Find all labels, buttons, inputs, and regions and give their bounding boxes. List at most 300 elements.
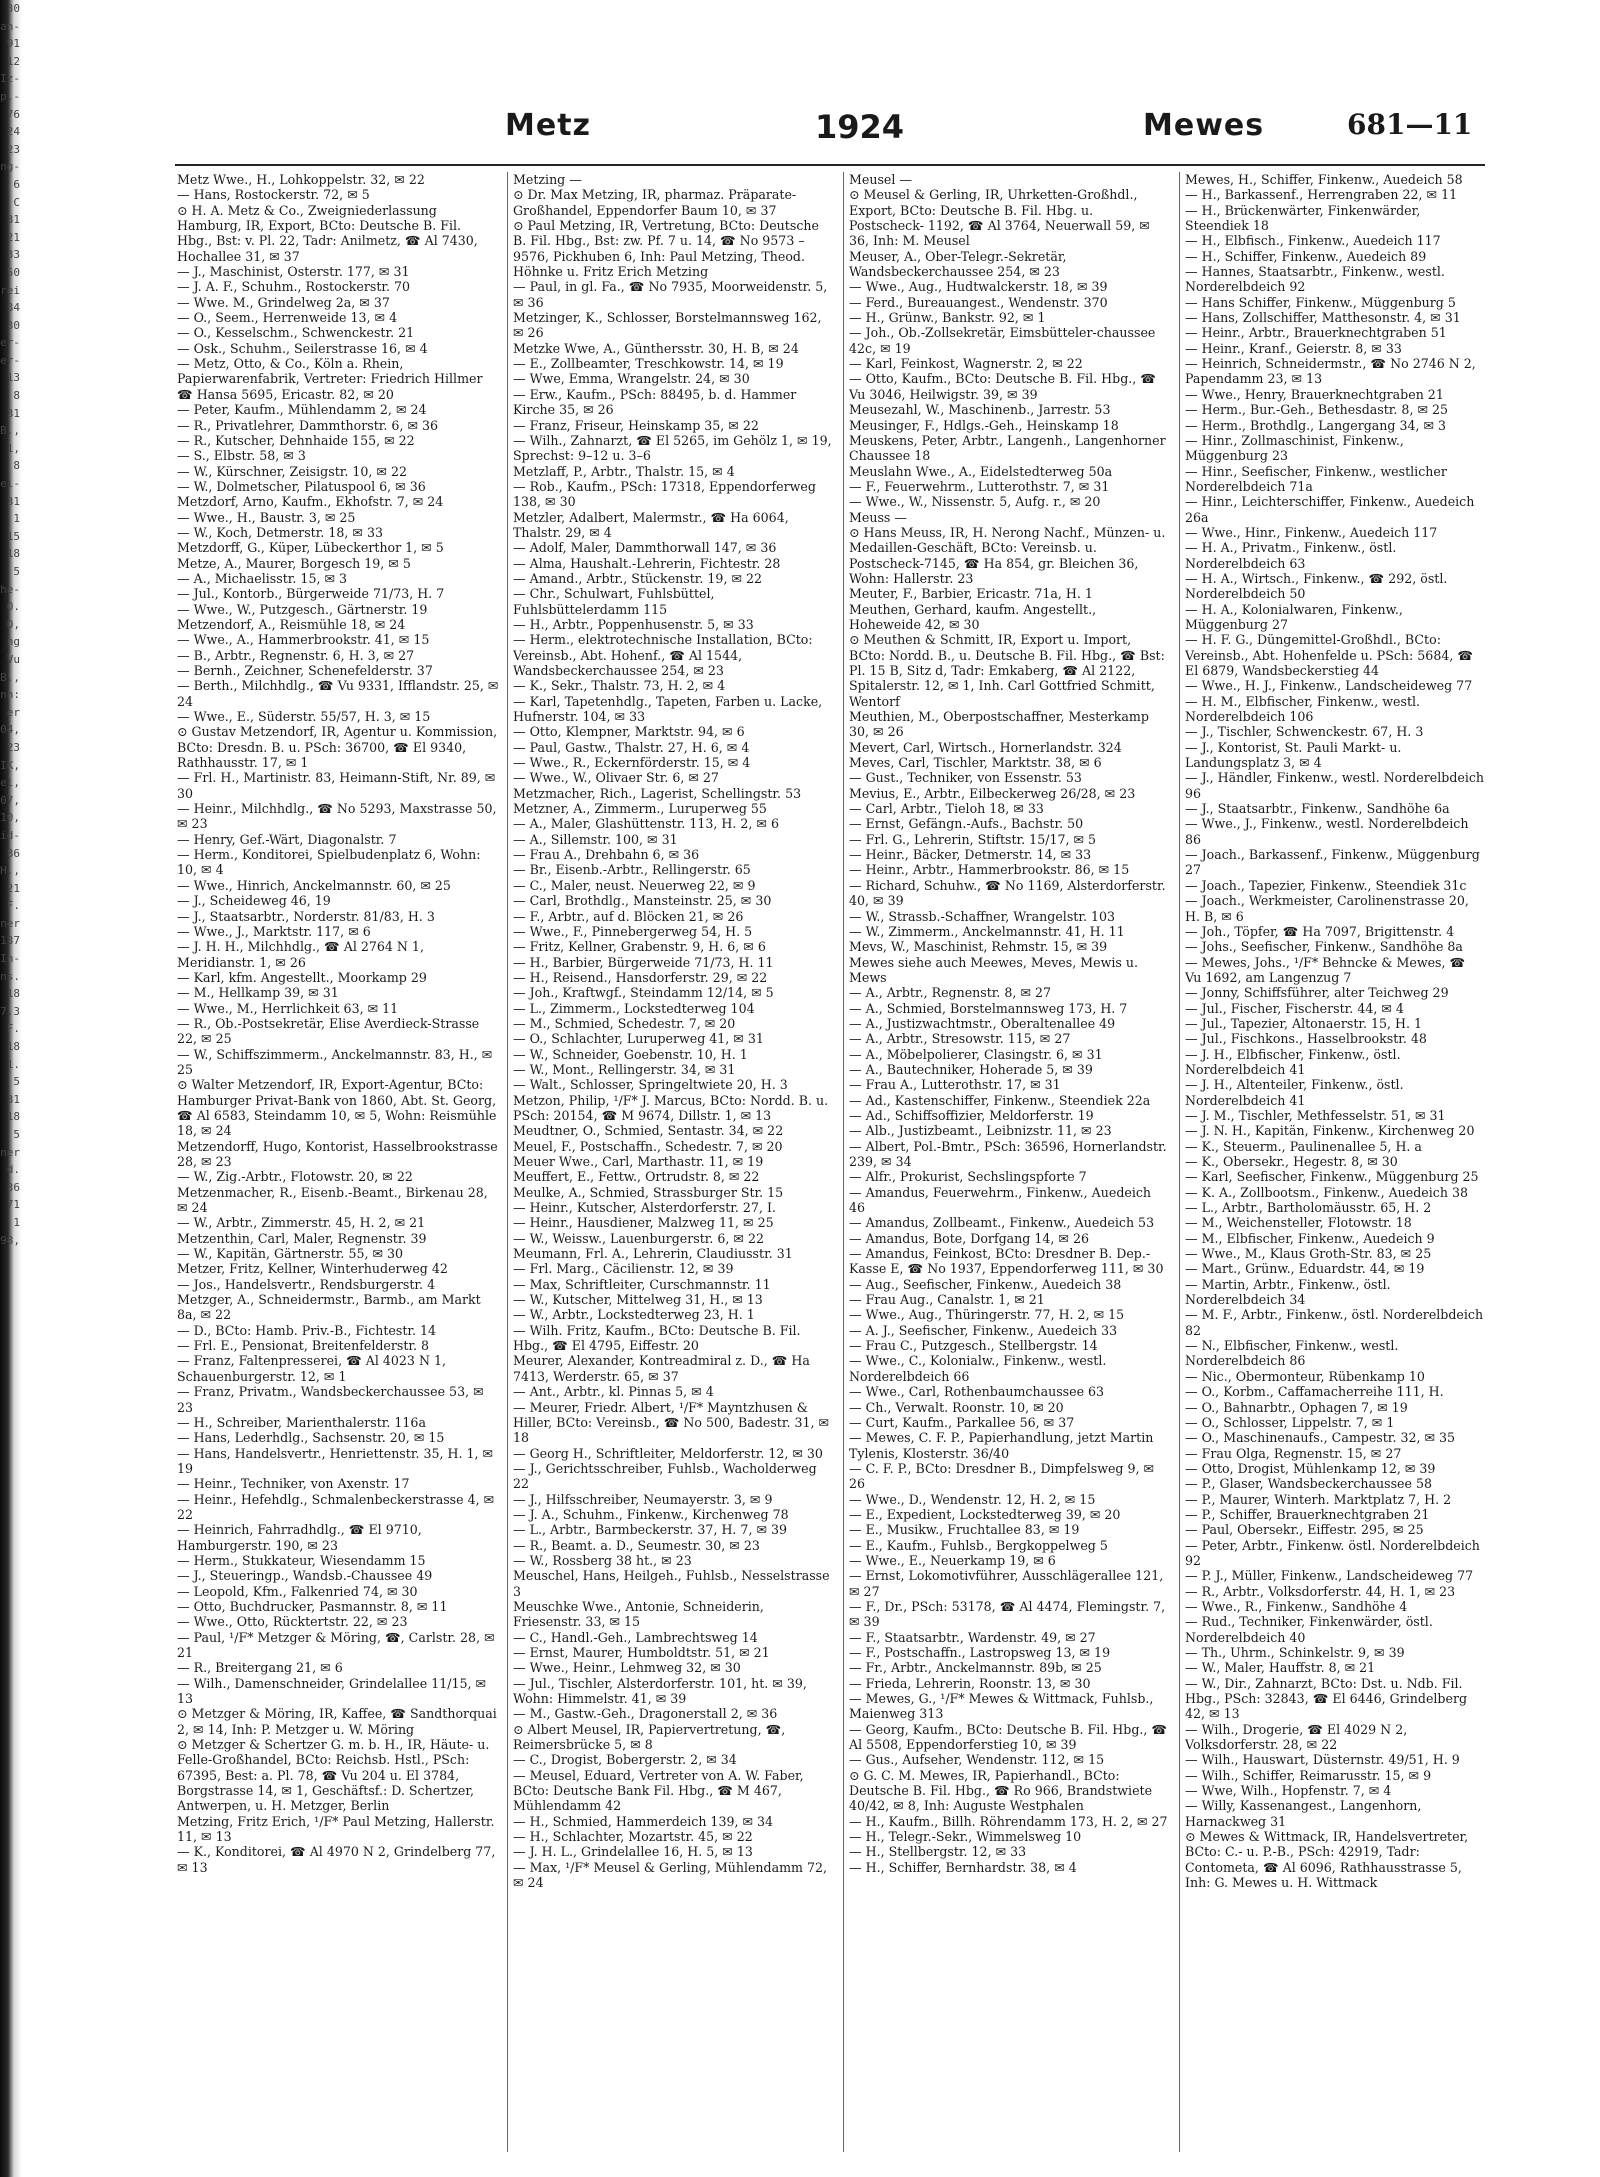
directory-entry: — Wwe., D., Wendenstr. 12, H. 2, ✉ 15: [849, 1491, 1096, 1507]
directory-entry: — A., Justizwachtmstr., Oberaltenallee 49: [849, 1015, 1116, 1031]
directory-entry: — W., Maler, Hauffstr. 8, ✉ 21: [1185, 1660, 1376, 1676]
header-right-keyword: Mewes: [1143, 108, 1265, 143]
directory-entry: — H. A., Privatm., Finkenw., östl. Norderelbdeich 63: [1185, 540, 1397, 571]
directory-entry: — Franz, Friseur, Heinskamp 35, ✉ 22: [513, 417, 759, 433]
margin-fragment: 5: [13, 565, 20, 578]
directory-entry: — Ernst, Gefängn.-Aufs., Bachstr. 50: [849, 816, 1084, 832]
directory-entry: — Wwe., M., Herrlichkeit 63, ✉ 11: [177, 1000, 399, 1016]
directory-entry: — Frau A., Lutterothstr. 17, ✉ 31: [849, 1077, 1061, 1093]
directory-entry: — J., Tischler, Schwenckestr. 67, H. 3: [1185, 724, 1424, 740]
directory-entry: — W., Schiffszimmerm., Anckelmannstr. 83, H., ✉ 25: [177, 1046, 493, 1077]
directory-entry: — P., Maurer, Winterh. Marktplatz 7, H. 2: [1185, 1491, 1452, 1507]
directory-entry: — W., Rossberg 38 ht., ✉ 23: [513, 1552, 692, 1568]
directory-entry: — W., Schneider, Goebenstr. 10, H. 1: [513, 1046, 748, 1062]
directory-entry: ⊙ Gustav Metzendorf, IR, Agentur u. Kommission, BCto: Dresdn. B. u. PSch: 36700, ☎ El 9340, Rathhausstr. 17, ✉ 1: [177, 724, 498, 771]
directory-entry: Meuslahn Wwe., A., Eidelstedterweg 50a: [849, 463, 1113, 479]
directory-entry: — O., Bahnarbtr., Ophagen 7, ✉ 19: [1185, 1399, 1408, 1415]
directory-entry: — Meurer, Friedr. Albert, ¹/F* Mayntzhusen & Hiller, BCto: Vereinsb., ☎ No 500, Badestr. 31, ✉ 18: [513, 1399, 830, 1446]
directory-entry: ⊙ H. A. Metz & Co., Zweigniederlassung Hamburg, IR, Export, BCto: Deutsche B. Fil. Hbg., Bst: v. Pl. 22, Tadr: Anilmetz, ☎ Al 7430, Hochallee 31, ✉ 37: [177, 202, 478, 264]
directory-entry: — Ferd., Bureauangest., Wendenstr. 370: [849, 294, 1108, 310]
directory-entry: — J. H. L., Grindelallee 16, H. 5, ✉ 13: [513, 1844, 753, 1860]
directory-entry: — Herm., Konditorei, Spielbudenplatz 6, Wohn: 10, ✉ 4: [177, 847, 481, 878]
margin-fragment: 8: [13, 389, 20, 403]
directory-entry: Meuschel, Hans, Heilgeh., Fuhlsb., Nesselstrasse 3: [513, 1568, 830, 1599]
directory-entry: — Max, Schriftleiter, Curschmannstr. 11: [513, 1276, 771, 1292]
directory-entry: — K., Konditorei, ☎ Al 4970 N 2, Grindelberg 77, ✉ 13: [177, 1844, 496, 1875]
directory-entry: — Mart., Grünw., Eduardstr. 44, ✉ 19: [1185, 1261, 1425, 1277]
margin-fragment: 18: [6, 1040, 20, 1054]
directory-entry: — H., Schiffer, Bernhardstr. 38, ✉ 4: [849, 1859, 1077, 1875]
directory-entry: — Frieda, Lehrerin, Roonstr. 13, ✉ 30: [849, 1675, 1091, 1691]
directory-entry: — S., Elbstr. 58, ✉ 3: [177, 448, 306, 464]
directory-entry: Metze, A., Maurer, Borgesch 19, ✉ 5: [177, 555, 411, 571]
directory-entry: — J. H., Elbfischer, Finkenw., östl. Norderelbdeich 41: [1185, 1046, 1401, 1077]
directory-entry: — F., Postschaffn., Lastropsweg 13, ✉ 19: [849, 1645, 1111, 1660]
directory-entry: — W., Kutscher, Mittelweg 31, H., ✉ 13: [513, 1292, 763, 1308]
directory-entry: — Heinrich, Fahrradhdlg., ☎ El 9710, Hamburgerstr. 190, ✉ 23: [177, 1522, 422, 1553]
directory-entry: — Peter, Arbtr., Finkenw. östl. Norderelbdeich 92: [1185, 1537, 1480, 1568]
directory-entry: — Jul., Fischer, Fischerstr. 44, ✉ 4: [1185, 1000, 1404, 1016]
margin-fragment: 5: [13, 1128, 20, 1141]
directory-entry: — Wilh., Hauswart, Düsternstr. 49/51, H. 9: [1185, 1752, 1460, 1768]
margin-fragment: 71: [6, 1198, 20, 1212]
directory-entry: — M., Weichensteller, Flotowstr. 18: [1185, 1215, 1412, 1231]
directory-entry: — Heinr., Arbtr., Hammerbrookstr. 86, ✉ 15: [849, 862, 1130, 878]
directory-entry: — Hinr., Seefischer, Finkenw., westlicher Norderelbdeich 71a: [1185, 463, 1447, 494]
directory-entry: — B., Arbtr., Regnenstr. 6, H. 3, ✉ 27: [177, 647, 415, 663]
directory-entry: Metzing —: [513, 172, 582, 187]
directory-entry: — Chr., Schulwart, Fuhlsbüttel, Fuhlsbüttelerdamm 115: [513, 586, 715, 617]
directory-entry: — Wilh. Fritz, Kaufm., BCto: Deutsche B. Fil. Hbg., ☎ El 4795, Eiffestr. 20: [513, 1322, 801, 1354]
directory-entry: — Bernh., Zeichner, Schenefelderstr. 37: [177, 663, 433, 678]
directory-entry: — N., Elbfischer, Finkenw., westl. Norderelbdeich 86: [1185, 1338, 1399, 1369]
directory-entry: — A., Arbtr., Stresowstr. 115, ✉ 27: [849, 1031, 1071, 1047]
margin-fragment: 30: [6, 318, 20, 332]
directory-entry: — Frl. Marg., Cäcilienstr. 12, ✉ 39: [513, 1261, 734, 1277]
directory-entry: — Martin, Arbtr., Finkenw., östl. Norderelbdeich 34: [1185, 1276, 1391, 1308]
directory-entry: Mevs, W., Maschinist, Rehmstr. 15, ✉ 39: [849, 939, 1108, 955]
directory-entry: — Hans Schiffer, Finkenw., Müggenburg 5: [1185, 294, 1456, 310]
directory-entry: — W., Arbtr., Lockstedterweg 23, H. 1: [513, 1307, 755, 1323]
margin-fragment: H.,: [0, 864, 20, 878]
directory-entry: Metzner, A., Zimmerm., Luruperweg 55: [513, 801, 767, 817]
directory-entry: — Heinr., Arbtr., Brauerknechtgraben 51: [1185, 325, 1447, 341]
directory-entry: — J., Hilfsschreiber, Neumayerstr. 3, ✉ 9: [513, 1491, 773, 1507]
margin-fragment: 23: [6, 740, 20, 754]
directory-entry: — P., Glaser, Wandsbeckerchaussee 58: [1185, 1476, 1432, 1492]
directory-entry: Metzke Wwe, A., Günthersstr. 30, H. B, ✉ 24: [513, 340, 799, 356]
directory-entry: — Wwe., Heinr., Lehmweg 32, ✉ 30: [513, 1660, 741, 1676]
directory-entry: — Amandus, Zollbeamt., Finkenw., Auedeich 53: [849, 1215, 1155, 1231]
directory-entry: — Wilh., Schiffer, Reimarusstr. 15, ✉ 9: [1185, 1767, 1432, 1783]
margin-fragment: F.: [6, 899, 20, 913]
directory-entry: — Wwe., A., Hammerbrookstr. 41, ✉ 15: [177, 632, 430, 648]
directory-entry: — Willy, Kassenangest., Langenhorn, Harnackweg 31: [1185, 1798, 1422, 1829]
directory-entry: Metzger, A., Schneidermstr., Barmb., am Markt 8a, ✉ 22: [177, 1292, 481, 1323]
directory-entry: — Jul., Kontorb., Bürgerweide 71/73, H. 7: [177, 586, 445, 602]
margin-fragment: 24: [6, 125, 20, 139]
directory-entry: — R., Arbtr., Volksdorferstr. 44, H. 1, ✉ 23: [1185, 1583, 1456, 1599]
directory-entry: — W., Zig.-Arbtr., Flotowstr. 20, ✉ 22: [177, 1169, 413, 1185]
directory-entry: ⊙ Walter Metzendorf, IR, Export-Agentur, BCto: Hamburger Privat-Bank von 1860, Abt. St. Georg, ☎ Al 6583, Steindamm 10, ✉ 5, Wohn: Reismühle 18, ✉ 24: [177, 1077, 497, 1139]
directory-entry: — J. H., Altenteiler, Finkenw., östl. Norderelbdeich 41: [1185, 1077, 1404, 1108]
margin-fragment: 50: [6, 265, 20, 279]
directory-entry: Meusel —: [849, 172, 912, 187]
directory-entry: — H. A., Kolonialwaren, Finkenw., Müggenburg 27: [1185, 601, 1403, 632]
directory-entry: — Paul, Obersekr., Eiffestr. 295, ✉ 25: [1185, 1522, 1424, 1538]
directory-entry: — Ad., Kastenschiffer, Finkenw., Steendiek 22a: [849, 1092, 1151, 1108]
directory-entry: — Joach., Tapezier, Finkenw., Steendiek 31c: [1185, 877, 1467, 893]
directory-page: [175, 0, 1485, 2177]
directory-entry: — Wwe., Carl, Rothenbaumchaussee 63: [849, 1384, 1105, 1400]
margin-fragment: IK,: [0, 758, 20, 772]
directory-entry: — Heinr., Milchhdlg., ☎ No 5293, Maxstrasse 50, ✉ 23: [177, 801, 497, 832]
margin-fragment: In-: [0, 952, 20, 966]
page-header: [175, 108, 1485, 152]
margin-fragment: 8: [13, 459, 20, 473]
margin-fragment: 21: [6, 881, 20, 895]
directory-entry: — F., Staatsarbtr., Wardenstr. 49, ✉ 27: [849, 1629, 1096, 1645]
margin-fragment: 18: [6, 547, 20, 561]
directory-entry: — Wwe., Aug., Thüringerstr. 77, H. 2, ✉ 15: [849, 1307, 1125, 1323]
directory-entry: Meuss —: [849, 509, 907, 525]
directory-entry: — Alfr., Prokurist, Sechslingspforte 7: [849, 1169, 1087, 1185]
directory-entry: — W., Weissw., Lauenburgerstr. 6, ✉ 22: [513, 1230, 765, 1246]
directory-entry: — Herm., elektrotechnische Installation, BCto: Vereinsb., Abt. Hohenf., ☎ Al 1544, Wandsbeckerchaussee 254, ✉ 23: [513, 632, 813, 678]
directory-entry: — Amandus, Bote, Dorfgang 14, ✉ 26: [849, 1230, 1089, 1246]
directory-entry: — O., Schlachter, Luruperweg 41, ✉ 31: [513, 1031, 764, 1047]
directory-entry: — Frau A., Drehbahn 6, ✉ 36: [513, 847, 700, 863]
directory-entry: Meuthen, Gerhard, kaufm. Angestellt., Hoheweide 42, ✉ 30: [849, 601, 1097, 632]
directory-entry: — J., Händler, Finkenw., westl. Norderelbdeich 96: [1185, 770, 1485, 801]
directory-entry: — Wwe., M., Klaus Groth-Str. 83, ✉ 25: [1185, 1246, 1432, 1262]
directory-entry: — Franz, Faltenpresserei, ☎ Al 4023 N 1, Schauenburgerstr. 12, ✉ 1: [177, 1353, 446, 1384]
directory-entry: Meusinger, F., Hdlgs.-Geh., Heinskamp 18: [849, 417, 1119, 433]
directory-entry: Meuter, F., Barbier, Ericastr. 71a, H. 1: [849, 586, 1093, 602]
margin-fragment: el,: [0, 776, 20, 790]
directory-entry: ⊙ G. C. M. Mewes, IR, Papierhandl., BCto: Deutsche B. Fil. Hbg., ☎ Ro 966, Brandstwiete 40/42, ✉ 8, Inh: Auguste Westphalen: [849, 1767, 1153, 1814]
directory-entry: ⊙ Meusel & Gerling, IR, Uhrketten-Großhdl., Export, BCto: Deutsche B. Fil. Hbg. u. Postscheck- 1192, ☎ Al 3764, Neuerwall 59, ✉ 36, Inh: M. Meusel: [849, 187, 1150, 249]
page-number: 681—11: [1347, 108, 1473, 141]
directory-entry: ⊙ Albert Meusel, IR, Papiervertretung, ☎, Reimersbrücke 5, ✉ 8: [513, 1721, 786, 1753]
directory-entry: — Herm., Stukkateur, Wiesendamm 15: [177, 1552, 426, 1568]
directory-entry: Metzmacher, Rich., Lagerist, Schellingstr. 53: [513, 785, 802, 801]
margin-fragment: Iz-: [0, 72, 20, 86]
directory-entry: — Paul, Gastw., Thalstr. 27, H. 6, ✉ 4: [513, 739, 750, 755]
directory-entry: — Max, ¹/F* Meusel & Gerling, Mühlendamm 72, ✉ 24: [513, 1859, 828, 1891]
directory-entry: — O., Kesselschm., Schwenckestr. 21: [177, 325, 415, 341]
directory-entry: — Otto, Kaufm., BCto: Deutsche B. Fil. Hbg., ☎ Vu 3046, Heilwigstr. 39, ✉ 39: [849, 371, 1156, 402]
directory-entry: — O., Schlosser, Lippelstr. 7, ✉ 1: [1185, 1414, 1395, 1430]
directory-entry: — K., Sekr., Thalstr. 73, H. 2, ✉ 4: [513, 678, 726, 694]
margin-fragment: 1,: [6, 441, 20, 455]
directory-entry: — Heinr., Hefehdlg., Schmalenbeckerstrasse 4, ✉ 22: [177, 1491, 495, 1522]
directory-entry: — Mewes, G., ¹/F* Mewes & Wittmack, Fuhlsb., Maienweg 313: [849, 1691, 1154, 1722]
directory-entry: — Frl. G., Lehrerin, Stiftstr. 15/17, ✉ 5: [849, 831, 1097, 847]
directory-entry: — Alma, Haushalt.-Lehrerin, Fichtestr. 28: [513, 555, 781, 571]
directory-entry: — K., Obersekr., Hegestr. 8, ✉ 30: [1185, 1154, 1398, 1169]
directory-entry: Metz Wwe., H., Lohkoppelstr. 32, ✉ 22: [177, 172, 425, 187]
directory-entry: — Wilh., Damenschneider, Grindelallee 11/15, ✉ 13: [177, 1675, 487, 1707]
margin-fragment: 137: [0, 934, 20, 948]
directory-entry: — Heinrich, Schneidermstr., ☎ No 2746 N 2, Papendamm 23, ✉ 13: [1185, 356, 1476, 387]
margin-fragment: 31: [6, 406, 20, 420]
directory-entry: — Paul, ¹/F* Metzger & Möring, ☎, Carlstr. 28, ✉ 21: [177, 1629, 495, 1660]
margin-fragment: 36: [6, 1180, 20, 1194]
directory-entry: — Wwe., Aug., Hudtwalckerstr. 18, ✉ 39: [849, 279, 1108, 295]
margin-fragment: 1.: [6, 1057, 20, 1071]
directory-entry: — Joach., Werkmeister, Carolinenstrasse 20, H. B, ✉ 6: [1185, 893, 1469, 924]
directory-entry: Meuser, A., Ober-Telegr.-Sekretär, Wandsbeckerchaussee 254, ✉ 23: [849, 248, 1067, 280]
directory-entry: — Wwe., J., Marktstr. 117, ✉ 6: [177, 923, 371, 939]
directory-entry: — L., Arbtr., Bartholomäusstr. 65, H. 2: [1185, 1200, 1432, 1216]
directory-entry: — Hinr., Leichterschiffer, Finkenw., Auedeich 26a: [1185, 494, 1475, 525]
directory-entry: — M. F., Arbtr., Finkenw., östl. Norderelbdeich 82: [1185, 1307, 1484, 1338]
directory-entry: — Frl. H., Martinistr. 83, Heimann-Stift, Nr. 89, ✉ 30: [177, 770, 496, 801]
directory-entry: Mewes, H., Schiffer, Finkenw., Auedeich 58: [1185, 172, 1463, 187]
directory-entry: — E., Kaufm., Fuhlsb., Bergkoppelweg 5: [849, 1537, 1108, 1553]
margin-fragment: id-: [0, 828, 20, 842]
directory-entry: — E., Expedient, Lockstedterweg 39, ✉ 20: [849, 1506, 1121, 1522]
directory-entry: — A., Bautechniker, Hoherade 5, ✉ 39: [849, 1061, 1093, 1077]
column-divider: [507, 172, 508, 2152]
margin-fragment: 07,: [0, 793, 20, 807]
directory-entry: Mevert, Carl, Wirtsch., Hornerlandstr. 324: [849, 739, 1122, 755]
directory-entry: ⊙ Paul Metzing, IR, Vertretung, BCto: Deutsche B. Fil. Hbg., Bst: zw. Pf. 7 u. 14, ☎ No 9573 –9576, Pickhuben 6, Inh: Paul Metzing, Theod. Höhnke u. Fritz Erich Metzing: [513, 218, 819, 280]
directory-entry: — C., Handl.-Geh., Lambrechtsweg 14: [513, 1629, 758, 1645]
directory-entry: — Joach., Barkassenf., Finkenw., Müggenburg 27: [1185, 847, 1480, 878]
directory-entry: — R., Breitergang 21, ✉ 6: [177, 1660, 343, 1676]
directory-entry: — Adolf, Maler, Dammthorwall 147, ✉ 36: [513, 540, 777, 556]
directory-entry: — Amand., Arbtr., Stückenstr. 19, ✉ 22: [513, 570, 763, 586]
directory-entry: — Hinr., Zollmaschinist, Finkenw., Müggenburg 23: [1185, 432, 1404, 464]
directory-entry: Meves, Carl, Tischler, Marktstr. 38, ✉ 6: [849, 755, 1102, 771]
directory-entry: — Wwe., E., Neuerkamp 19, ✉ 6: [849, 1552, 1056, 1568]
directory-entry: — W., Arbtr., Zimmerstr. 45, H. 2, ✉ 21: [177, 1215, 426, 1231]
directory-entry: — Wwe. M., Grindelweg 2a, ✉ 37: [177, 294, 390, 310]
binding-margin-fragments: [0, 0, 22, 2177]
directory-entry: — L., Zimmerm., Lockstedterweg 104: [513, 1000, 755, 1016]
margin-fragment: er: [6, 705, 20, 719]
margin-fragment: 31: [6, 213, 20, 227]
directory-entry: — Meusel, Eduard, Vertreter von A. W. Faber, BCto: Deutsche Bank Fil. Hbg., ☎ M 467, Mühlendamm 42: [513, 1767, 804, 1814]
directory-entry: — W., Koch, Detmerstr. 18, ✉ 33: [177, 524, 383, 540]
directory-entry: ⊙ Meuthen & Schmitt, IR, Export u. Import, BCto: Nordd. B., u. Deutsche B. Fil. Hbg., ☎ Bst: Pl. 15 B, Sitz d, Tadr: Emkaberg, ☎ Al 2122, Spitalerstr. 12, ✉ 1, Inh. Carl Gottfried Schmitt, Wentorf: [849, 632, 1165, 709]
margin-fragment: ng-: [0, 160, 20, 174]
directory-entry: — Joh., Töpfer, ☎ Ha 7097, Brigittenstr. 4: [1185, 923, 1455, 939]
directory-entry: — A., Maler, Glashüttenstr. 113, H. 2, ✉ 6: [513, 816, 779, 832]
directory-entry: ⊙ Dr. Max Metzing, IR, pharmaz. Präparate-Großhandel, Eppendorfer Baum 10, ✉ 37: [513, 187, 797, 218]
directory-entry: — Jonny, Schiffsführer, alter Teichweg 29: [1185, 985, 1449, 1001]
directory-entry: — O., Korbm., Caffamacherreihe 111, H.: [1185, 1384, 1444, 1400]
directory-entry: — R., Beamt. a. D., Seumestr. 30, ✉ 23: [513, 1537, 760, 1553]
directory-entry: — H. F. G., Düngemittel-Großhdl., BCto: Vereinsb., Abt. Hohenfelde u. PSch: 5684, ☎ El 6879, Wandsbeckerstieg 44: [1185, 632, 1474, 678]
margin-fragment: er-: [0, 353, 20, 367]
margin-fragment: O.: [6, 600, 20, 614]
directory-entry: — O., Seem., Herrenweide 13, ✉ 4: [177, 310, 398, 326]
directory-entry: — Ernst, Lokomotivführer, Ausschlägerallee 121, ✉ 27: [849, 1568, 1164, 1599]
directory-entry: — Walt., Schlosser, Springeltwiete 20, H. 3: [513, 1077, 788, 1093]
directory-entry: Metzenthin, Carl, Maler, Regnenstr. 39: [177, 1230, 427, 1246]
directory-entry: Metzdorf, Arno, Kaufm., Ekhofstr. 7, ✉ 24: [177, 494, 444, 510]
margin-fragment: 31: [6, 494, 20, 508]
directory-entry: — Erw., Kaufm., PSch: 88495, b. d. Hammer Kirche 35, ✉ 26: [513, 386, 797, 418]
directory-entry: — Frau C., Putzgesch., Stellbergstr. 14: [849, 1338, 1098, 1354]
directory-entry: — Ch., Verwalt. Roonstr. 10, ✉ 20: [849, 1399, 1064, 1415]
directory-entry: — Jul., Tischler, Alsterdorferstr. 101, ht. ✉ 39, Wohn: Himmelstr. 41, ✉ 39: [513, 1675, 807, 1707]
directory-entry: — W., Kapitän, Gärtnerstr. 55, ✉ 30: [177, 1246, 404, 1262]
directory-entry: Meumann, Frl. A., Lehrerin, Claudiusstr. 31: [513, 1246, 793, 1262]
directory-entry: — A., Arbtr., Regnenstr. 8, ✉ 27: [849, 985, 1052, 1001]
directory-entry: — Wwe., F., Pinnebergerweg 54, H. 5: [513, 923, 753, 939]
header-left-keyword: Metz: [505, 108, 592, 143]
directory-entry: — Franz, Privatm., Wandsbeckerchaussee 53, ✉ 23: [177, 1384, 484, 1415]
directory-entry: — Wwe., Hinrich, Anckelmannstr. 60, ✉ 25: [177, 877, 451, 893]
directory-entry: — Amandus, Feinkost, BCto: Dresdner B. Dep.-Kasse E, ☎ No 1937, Eppendorferweg 111, ✉ 30: [849, 1246, 1164, 1277]
directory-entry: — Curt, Kaufm., Parkallee 56, ✉ 37: [849, 1414, 1075, 1430]
directory-entry: — C., Drogist, Bobergerstr. 2, ✉ 34: [513, 1752, 737, 1768]
directory-entry: — Frau Olga, Regnenstr. 15, ✉ 27: [1185, 1445, 1402, 1461]
directory-entry: Metzer, Fritz, Kellner, Winterhuderweg 42: [177, 1261, 448, 1277]
directory-entry: — O., Maschinenaufs., Campestr. 32, ✉ 35: [1185, 1430, 1456, 1446]
directory-entry: — H., Telegr.-Sekr., Wimmelsweg 10: [849, 1829, 1082, 1845]
directory-entry: ⊙ Mewes & Wittmack, IR, Handelsvertreter, BCto: C.- u. P.-B., PSch: 42919, Tadr: Contometa, ☎ Al 6096, Rathhausstrasse 5, Inh: G. Mewes u. H. Wittmack: [1185, 1829, 1469, 1891]
directory-entry: — H., Schlachter, Mozartstr. 45, ✉ 22: [513, 1829, 753, 1845]
directory-entry: Meusezahl, W., Maschinenb., Jarrestr. 53: [849, 402, 1111, 418]
directory-entry: — Gust., Techniker, von Essenstr. 53: [849, 770, 1082, 786]
directory-entry: — P., Schiffer, Brauerknechtgraben 21: [1185, 1506, 1430, 1522]
directory-entry: — Wilh., Drogerie, ☎ El 4029 N 2, Volksdorferstr. 28, ✉ 22: [1185, 1721, 1408, 1753]
directory-entry: — K. A., Zollbootsm., Finkenw., Auedeich 38: [1185, 1184, 1468, 1200]
directory-entry: — Hans, Lederhdlg., Sachsenstr. 20, ✉ 15: [177, 1430, 445, 1446]
directory-entry: — Mewes, Johs., ¹/F* Behncke & Mewes, ☎ Vu 1692, am Langenzug 7: [1185, 954, 1466, 985]
directory-entry: — F., Dr., PSch: 53178, ☎ Al 4474, Flemingstr. 7, ✉ 39: [849, 1598, 1166, 1630]
directory-entry: — Karl, Seefischer, Finkenw., Müggenburg 25: [1185, 1169, 1479, 1185]
directory-entry: — Hannes, Staatsarbtr., Finkenw., westl. Norderelbdeich 92: [1185, 264, 1445, 295]
directory-entry: — Jul., Tapezier, Altonaerstr. 15, H. 1: [1185, 1015, 1423, 1031]
directory-entry: — Otto, Drogist, Mühlenkamp 12, ✉ 39: [1185, 1460, 1436, 1476]
margin-fragment: 18: [6, 1110, 20, 1124]
directory-entry: — Fr., Arbtr., Anckelmannstr. 89b, ✉ 25: [849, 1660, 1102, 1676]
margin-fragment: p.-: [0, 89, 20, 103]
directory-entry: — Rob., Kaufm., PSch: 17318, Eppendorferweg 138, ✉ 30: [513, 478, 816, 510]
directory-entry: — M., Schmied, Schedestr. 7, ✉ 20: [513, 1015, 736, 1031]
directory-entry: Metzdorff, G., Küper, Lübeckerthor 1, ✉ 5: [177, 540, 444, 556]
directory-entry: — P. J., Müller, Finkenw., Landscheideweg 77: [1185, 1568, 1474, 1584]
directory-entry: — A., Möbelpolierer, Clasingstr. 6, ✉ 31: [849, 1046, 1103, 1062]
margin-fragment: 34: [6, 301, 20, 315]
directory-entry: Mevius, E., Arbtr., Eilbeckerweg 26/28, ✉ 23: [849, 785, 1136, 801]
directory-entry: Meuschke Wwe., Antonie, Schneiderin, Friesenstr. 33, ✉ 15: [513, 1598, 764, 1630]
margin-fragment: 21: [6, 230, 20, 244]
directory-entry: ⊙ Metzger & Möring, IR, Kaffee, ☎ Sandthorquai 2, ✉ 14, Inh: P. Metzger u. W. Möring: [177, 1706, 497, 1737]
directory-entry: — Wwe, Emma, Wrangelstr. 24, ✉ 30: [513, 371, 750, 387]
directory-entry: — Karl, Tapetenhdlg., Tapeten, Farben u. Lacke, Hufnerstr. 104, ✉ 33: [513, 693, 823, 725]
directory-entry: — Otto, Klempner, Marktstr. 94, ✉ 6: [513, 724, 745, 740]
directory-entry: — Th., Uhrm., Schinkelstr. 9, ✉ 39: [1185, 1645, 1405, 1660]
directory-entry: — Heinr., Techniker, von Axenstr. 17: [177, 1476, 410, 1492]
directory-entry: — F., Feuerwehrm., Lutterothstr. 7, ✉ 31: [849, 478, 1110, 494]
margin-fragment: 15: [6, 529, 20, 543]
directory-entry: — Wilh., Zahnarzt, ☎ El 5265, im Gehölz 1, ✉ 19, Sprechst: 9–12 u. 3–6: [513, 432, 832, 464]
margin-fragment: 1: [13, 512, 20, 526]
directory-entry: — Wwe., Hinr., Finkenw., Auedeich 117: [1185, 524, 1438, 540]
directory-entry: — J., Steueringp., Wandsb.-Chaussee 49: [177, 1568, 433, 1584]
margin-fragment: 31: [6, 1092, 20, 1106]
directory-entry: Metzlaff, P., Arbtr., Thalstr. 15, ✉ 4: [513, 463, 735, 479]
directory-entry: — C., Maler, neust. Neuerweg 22, ✉ 9: [513, 877, 756, 893]
margin-fragment: 18: [6, 987, 20, 1001]
directory-entry: — W., Dolmetscher, Pilatuspool 6, ✉ 36: [177, 478, 426, 494]
directory-entry: — W., Kürschner, Zeisigstr. 10, ✉ 22: [177, 463, 408, 479]
directory-entry: — H., Elbfisch., Finkenw., Auedeich 117: [1185, 233, 1441, 249]
directory-entry: — J., Kontorist, St. Pauli Markt- u. Landungsplatz 3, ✉ 4: [1185, 739, 1402, 771]
directory-entry: — Wwe., Henry, Brauerknechtgraben 21: [1185, 386, 1444, 402]
directory-entry: — Nic., Obermonteur, Rübenkamp 10: [1185, 1368, 1425, 1384]
margin-fragment: 12: [6, 54, 20, 68]
directory-entry: — Wwe., H. J., Finkenw., Landscheideweg 77: [1185, 678, 1473, 694]
directory-entry: — J., Gerichtsschreiber, Fuhlsb., Wacholderweg 22: [513, 1460, 817, 1492]
column-4: [1185, 172, 1485, 2152]
margin-fragment: 76: [6, 107, 20, 121]
directory-entry: — Gus., Aufseher, Wendenstr. 112, ✉ 15: [849, 1752, 1105, 1768]
directory-entry: — Peter, Kaufm., Mühlendamm 2, ✉ 24: [177, 402, 427, 418]
column-divider: [843, 172, 844, 2152]
directory-entry: — Herm., Brothdlg., Langergang 34, ✉ 3: [1185, 417, 1447, 433]
directory-entry: — R., Ob.-Postsekretär, Elise Averdieck-Strasse 22, ✉ 25: [177, 1015, 480, 1047]
directory-entry: — J. M., Tischler, Methfesselstr. 51, ✉ 31: [1185, 1107, 1446, 1123]
directory-entry: — Joh., Kraftwgf., Steindamm 12/14, ✉ 5: [513, 985, 774, 1001]
margin-fragment: 10,: [0, 811, 20, 825]
directory-entry: Meurer, Alexander, Kontreadmiral z. D., ☎ Ha 7413, Werderstr. 65, ✉ 37: [513, 1353, 810, 1384]
directory-entry: — Carl, Brothdlg., Mansteinstr. 25, ✉ 30: [513, 893, 772, 909]
directory-entry: — J. H. H., Milchhdlg., ☎ Al 2764 N 1, Meridianstr. 1, ✉ 26: [177, 939, 424, 970]
directory-entry: — M., Gastw.-Geh., Dragonerstall 2, ✉ 36: [513, 1706, 778, 1722]
directory-entry: — J., Maschinist, Osterstr. 177, ✉ 31: [177, 264, 410, 280]
directory-entry: — H., Stellbergstr. 12, ✉ 33: [849, 1844, 1027, 1860]
directory-entry: — D., BCto: Hamb. Priv.-B., Fichtestr. 14: [177, 1322, 437, 1338]
directory-entry: — Henry, Gef.-Wärt, Diagonalstr. 7: [177, 831, 397, 847]
margin-fragment: 86: [6, 846, 20, 860]
directory-entry: — H., Barbier, Bürgerweide 71/73, H. 11: [513, 954, 774, 970]
directory-entry: — H., Barkassenf., Herrengraben 22, ✉ 11: [1185, 187, 1458, 203]
directory-entry: — C. F. P., BCto: Dresdner B., Dimpfelsweg 9, ✉ 26: [849, 1460, 1155, 1492]
directory-entry: — Wwe., E., Süderstr. 55/57, H. 3, ✉ 15: [177, 709, 431, 725]
directory-entry: — Georg, Kaufm., BCto: Deutsche B. Fil. Hbg., ☎ Al 5508, Eppendorferstieg 10, ✉ 39: [849, 1721, 1168, 1753]
directory-entry: — Frl. E., Pensionat, Breitenfelderstr. 8: [177, 1338, 430, 1354]
directory-entry: — Hans, Zollschiffer, Matthesonstr. 4, ✉ 31: [1185, 310, 1461, 326]
directory-entry: — J., Scheideweg 46, 19: [177, 893, 331, 909]
directory-entry: — F., Arbtr., auf d. Blöcken 21, ✉ 26: [513, 908, 744, 924]
margin-fragment: el-: [0, 477, 20, 491]
margin-fragment: d.: [6, 1163, 20, 1177]
margin-fragment: 6: [13, 177, 20, 191]
margin-fragment: nh:: [0, 688, 20, 702]
directory-entry: — Otto, Buchdrucker, Pasmannstr. 8, ✉ 11: [177, 1598, 448, 1614]
directory-entry: — Carl, Arbtr., Tieloh 18, ✉ 33: [849, 801, 1044, 817]
margin-fragment: 23: [6, 142, 20, 156]
directory-entry: — H., Schiffer, Finkenw., Auedeich 89: [1185, 248, 1427, 264]
directory-entry: — J. A. F., Schuhm., Rostockerstr. 70: [177, 279, 411, 295]
directory-entry: — Wwe., R., Finkenw., Sandhöhe 4: [1185, 1598, 1408, 1614]
directory-entry: — J., Staatsarbtr., Finkenw., Sandhöhe 6a: [1185, 801, 1450, 817]
directory-entry: — Wwe., W., Putzgesch., Gärtnerstr. 19: [177, 601, 428, 617]
directory-entry: — Heinr., Hausdiener, Malzweg 11, ✉ 25: [513, 1215, 774, 1231]
directory-entry: Metzendorff, Hugo, Kontorist, Hasselbrookstrasse 28, ✉ 23: [177, 1138, 498, 1169]
margin-fragment: he-: [0, 582, 20, 596]
directory-entry: — J., Staatsarbtr., Norderstr. 81/83, H. 3: [177, 908, 435, 924]
directory-entry: — A., Michaelisstr. 15, ✉ 3: [177, 570, 348, 586]
